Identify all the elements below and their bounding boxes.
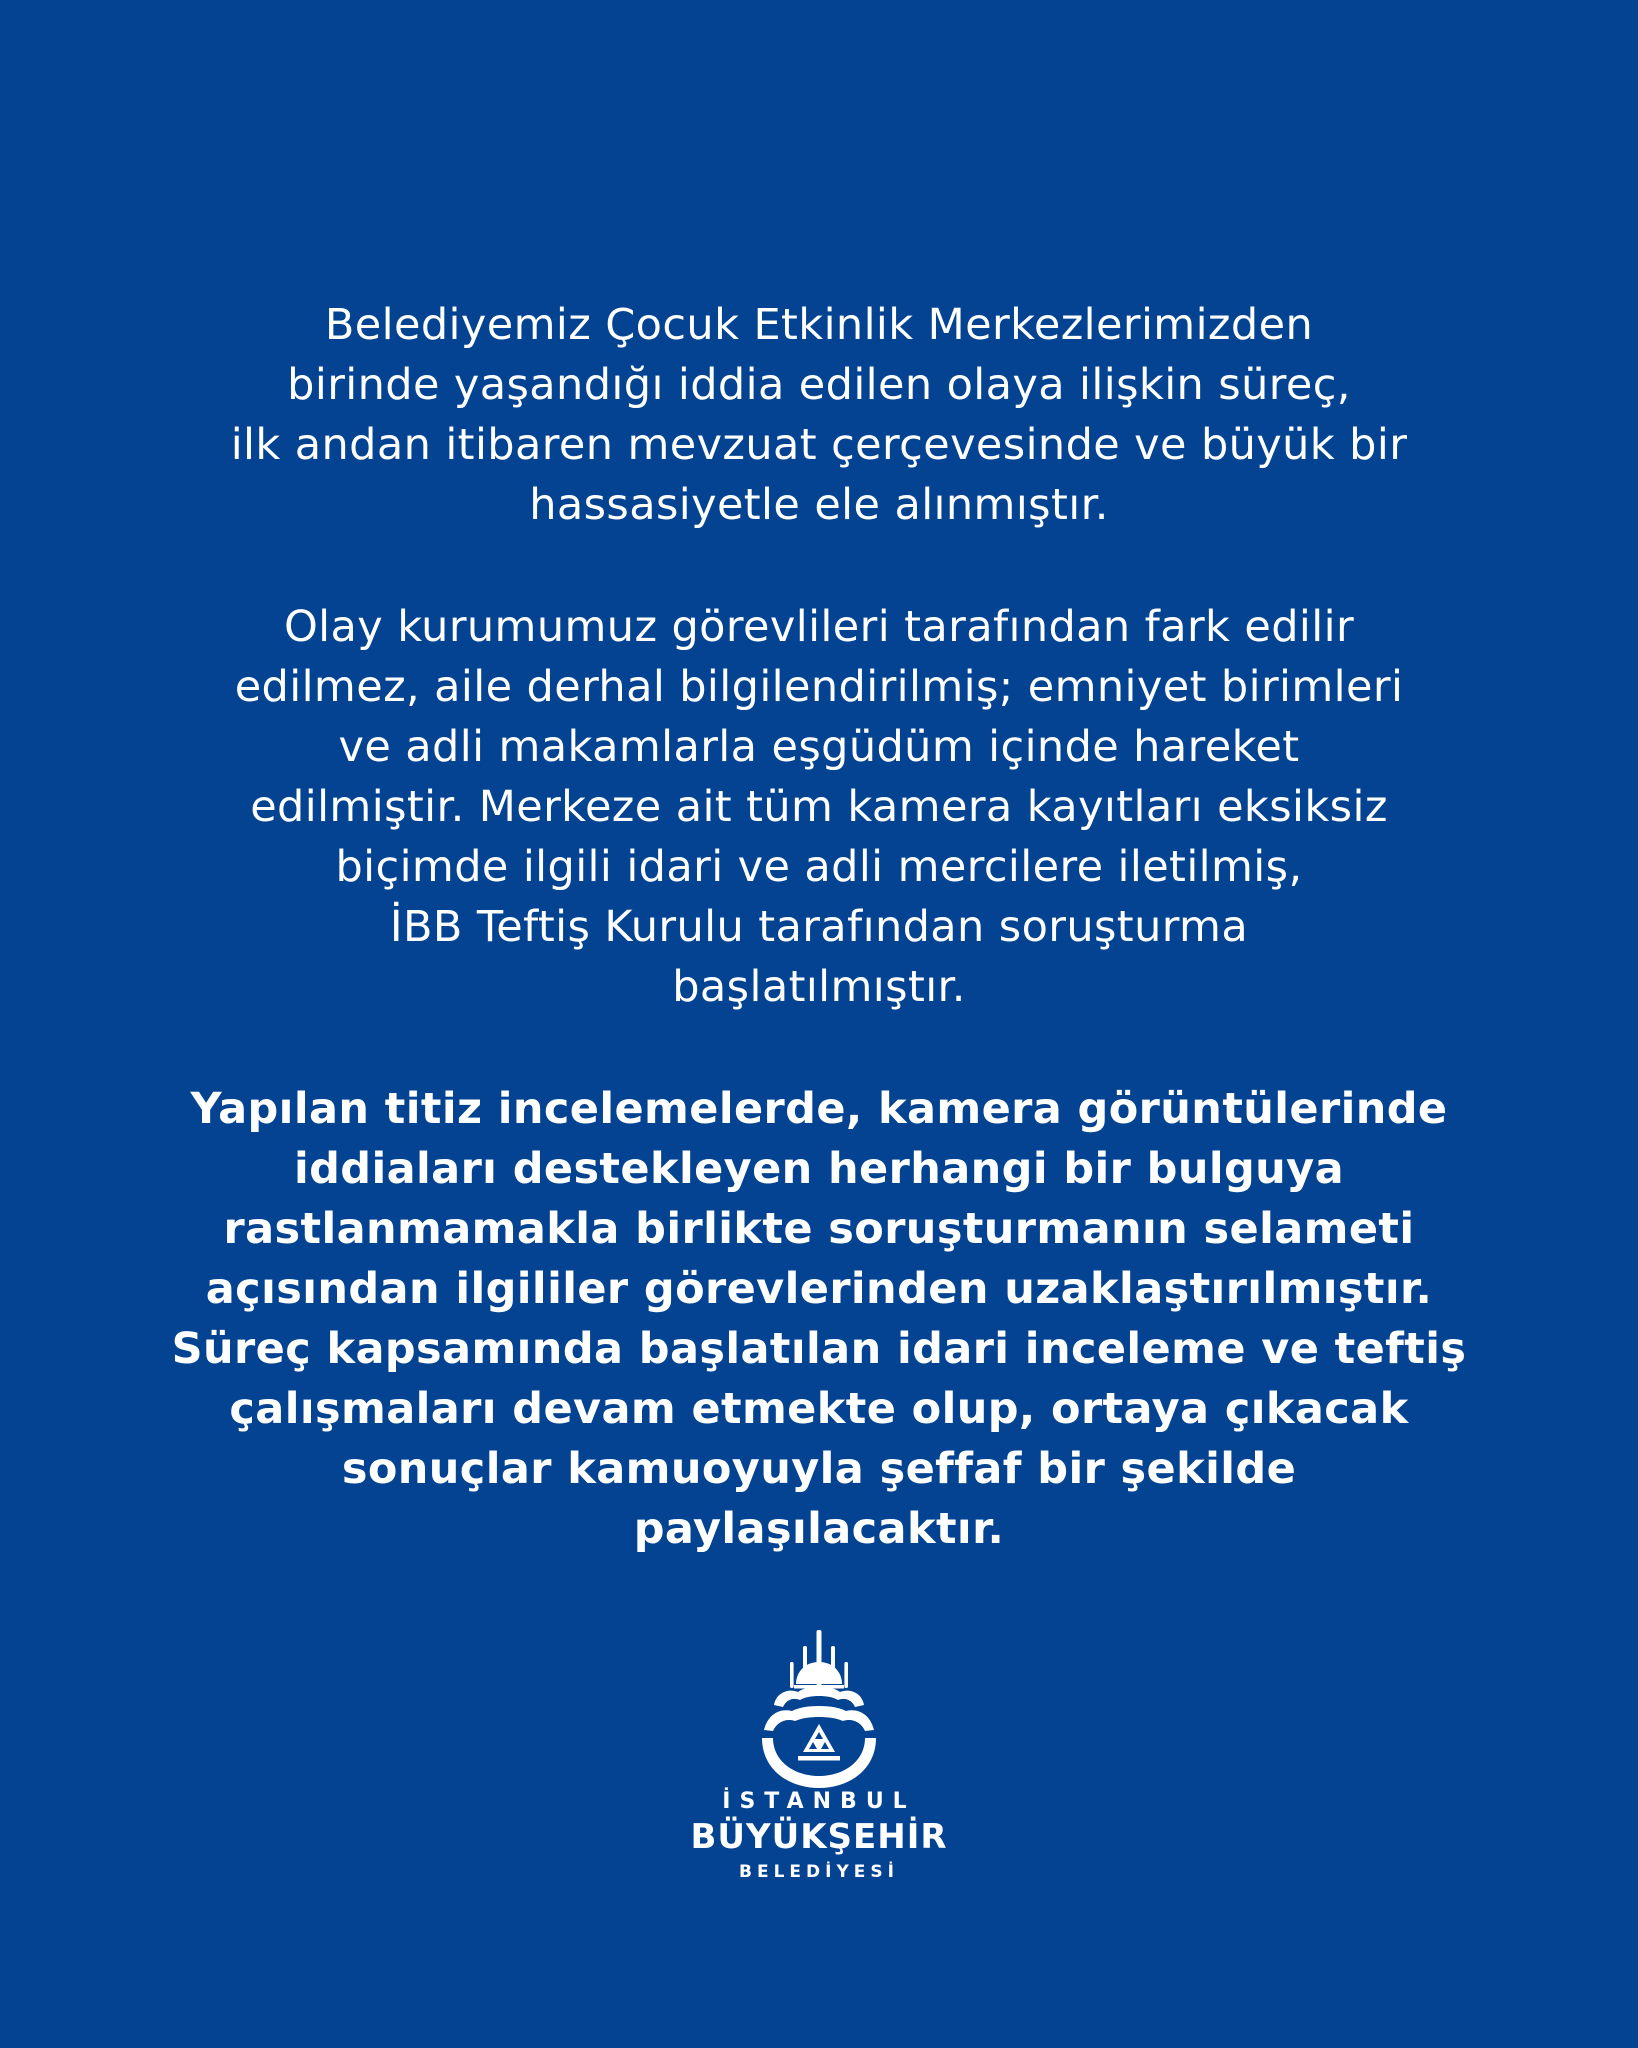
logo-text-istanbul: İSTANBUL xyxy=(722,1789,916,1814)
text-line: Belediyemiz Çocuk Etkinlik Merkezlerimizden xyxy=(324,300,1314,350)
text-line: ilk andan itibaren mevzuat çerçevesinde ve büyük bir xyxy=(230,420,1408,470)
text-line: biçimde ilgili idari ve adli mercilere iletilmiş, xyxy=(335,842,1303,892)
ibb-emblem-icon xyxy=(754,1628,884,1788)
logo-text-belediyesi: BELEDİYESİ xyxy=(739,1862,899,1882)
text-line: açısından ilgililer görevlerinden uzaklaştırılmıştır. xyxy=(205,1264,1433,1314)
ibb-logo xyxy=(669,1628,969,1886)
statement-paragraph-3 xyxy=(150,1079,1488,1559)
text-line: İBB Teftiş Kurulu tarafından soruşturma xyxy=(389,902,1249,952)
statement-text xyxy=(150,295,1488,1621)
text-line: edilmiştir. Merkeze ait tüm kamera kayıtları eksiksiz xyxy=(250,782,1388,832)
text-line: ve adli makamlarla eşgüdüm içinde hareket xyxy=(338,722,1300,772)
text-line: rastlanmamakla birlikte soruşturmanın selameti xyxy=(223,1204,1415,1254)
text-line: başlatılmıştır. xyxy=(672,962,966,1012)
text-line: hassasiyetle ele alınmıştır. xyxy=(529,480,1109,530)
text-line: çalışmaları devam etmekte olup, ortaya çıkacak xyxy=(229,1384,1409,1434)
logo-text-buyuksehir: BÜYÜKŞEHİR xyxy=(690,1817,948,1857)
text-line: Yapılan titiz incelemelerde, kamera görüntülerinde xyxy=(190,1084,1448,1134)
text-line: sonuçlar kamuoyuyla şeffaf bir şekilde xyxy=(341,1444,1297,1494)
text-line: Süreç kapsamında başlatılan idari inceleme ve teftiş xyxy=(171,1324,1467,1374)
statement-paragraph-1 xyxy=(150,295,1488,535)
text-line: iddiaları destekleyen herhangi bir bulguya xyxy=(293,1144,1345,1194)
text-line: Olay kurumumuz görevlileri tarafından fark edilir xyxy=(283,602,1355,652)
text-line: birinde yaşandığı iddia edilen olaya ilişkin süreç, xyxy=(287,360,1351,410)
statement-paragraph-2 xyxy=(150,597,1488,1017)
text-line: paylaşılacaktır. xyxy=(633,1504,1005,1554)
text-line: edilmez, aile derhal bilgilendirilmiş; emniyet birimleri xyxy=(234,662,1404,712)
